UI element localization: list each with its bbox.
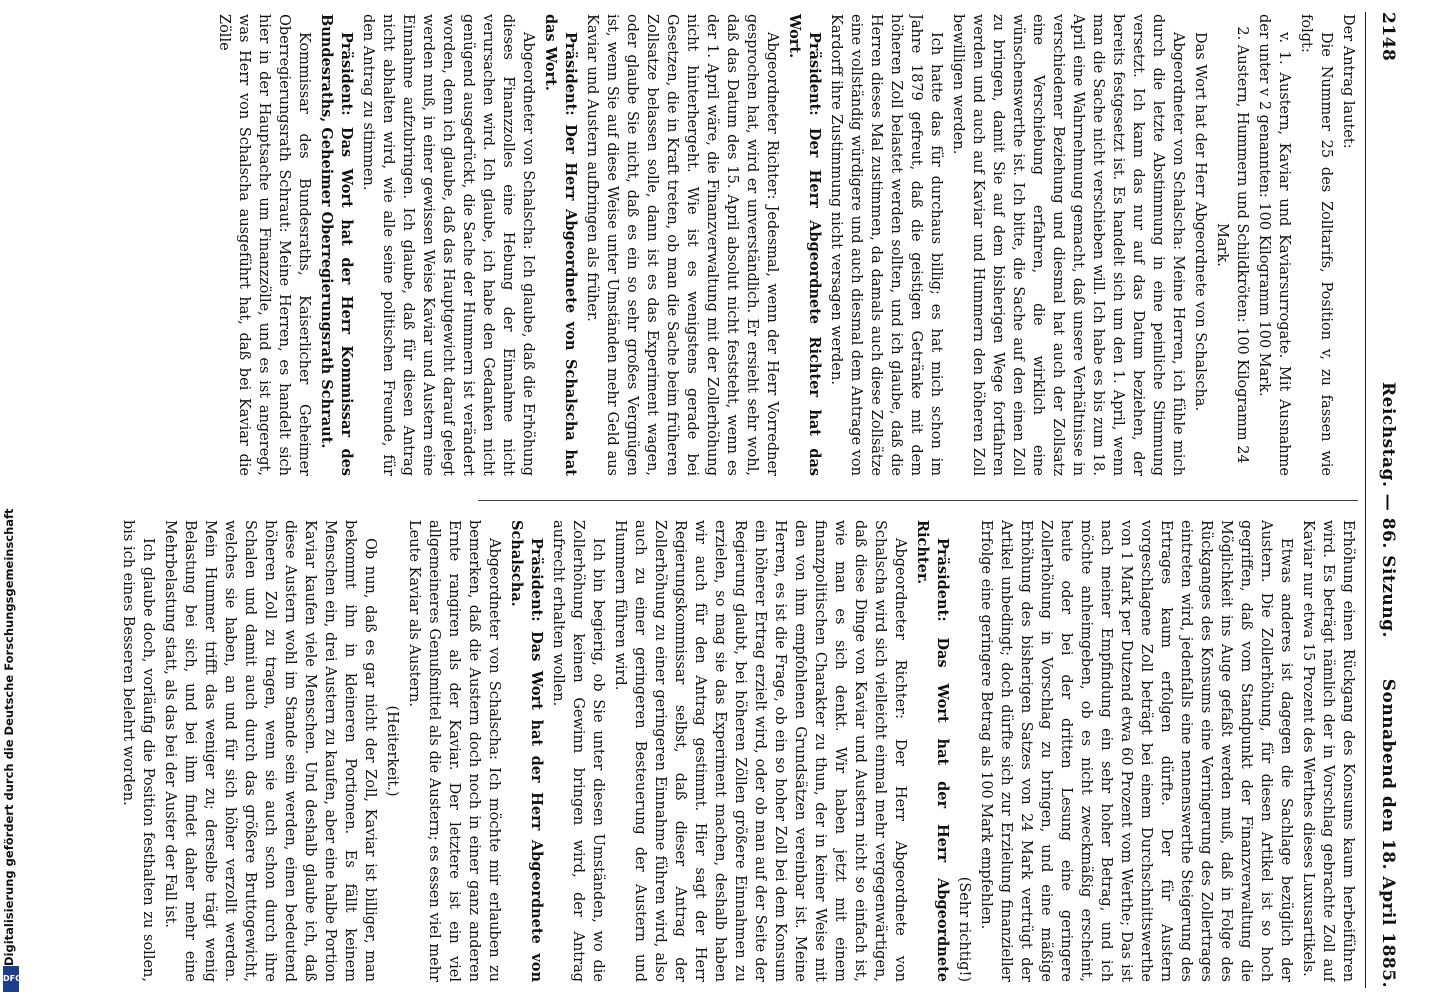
- paragraph: Der Antrag lautet:: [1340, 14, 1356, 149]
- president-line: Präsident: Das Wort hat der Herr Abgeordnete Richter.: [914, 520, 951, 982]
- speech-paragraph: Ich hatte das für durchaus billig; es hat mich schon im Jahre 1879 gefreut, daß die geistigen Getränke mit dem höheren Zoll belastet werden sollten, und ich glaube, daß die Herren dieses Mal zustimmen, da damals auch diese Zollsätze eine vollständig würdigere und auch diesmal dem Antrage von Kardorff ihre Zustimmung nicht versagen werden.: [828, 14, 944, 476]
- speech-paragraph: Ob nun, daß es gar nicht der Zoll, Kaviar ist billiger, man bekommt ihn in kleineren Portionen. Es fällt keinem Menschen ein, drei Austern zu kaufen, aber eine halbe Portion Kaviar kaufen viele Menschen. Und deshalb glaube ich, daß diese Austern wohl im Stande sein werden, einen bedeutend höheren Zoll zu tragen, wenn sie auch schon durch ihre Schalen und damit auch durch das größere Bruttogewicht, welches sie haben, an und für sich höher verzollt werden. Mein Hummer trifft das weniger zu; derselbe trägt wenig Belastung bei sich, und bei ihm findet daher mehr eine Mehrbelastung statt, als das bei der Auster der Fall ist.: [162, 520, 378, 982]
- rotated-page: [16, 0, 1416, 1000]
- speech-paragraph: Ich glaube doch, vorläufig die Position festhalten zu sollen, bis ich eines Besseren belehrt worden.: [120, 520, 156, 982]
- dfg-logo-icon: DFG: [3, 966, 19, 992]
- left-column: [38, 14, 1358, 476]
- page-header: [1364, 12, 1404, 988]
- header-rule: [1365, 12, 1366, 988]
- session-date: Sonnabend den 18. April 1885.: [1378, 678, 1398, 988]
- paragraph: Etwas anderes ist dagegen die Sachlage bezüglich der Austern. Die Zollerhöhung, für diesen Artikel ist so hoch gegriffen, daß vom Standpunkt der Finanzverwaltung die Möglichkeit ins Auge gefaßt werden muß, daß in Folge des Rückganges des Konsums eine Verringerung des Zollertrages eintreten wird, jedenfalls eine nennenswerthe Steigerung des Ertrages kaum erfolgen dürfte. Der für Austern vorgeschlagene Zoll beträgt bei einem Durchschnittswerthe von 1 Mark per Dutzend etwa 60 Prozent vom Werthe; Das ist nach meiner Empfindung ein sehr hoher Betrag, und ich möchte anheimgeben, ob es nicht zweckmäßig erscheint, heute oder bei der dritten Lesung eine geringere Zollerhöhung in Vorschlag zu bringen, und eine mäßige Erhöhung des bisherigen Satzes von 24 Mark vertrügt der Artikel unbedingt; doch dürfte sich zur Erzielung finanzieller Erfolge eine geringere Betrag als 100 Mark empfehlen.: [978, 520, 1294, 982]
- speech-paragraph: Abgeordneter von Schalscha: Ich glaube, daß die Erhöhung dieses Finanzzolles eine Hebung der Einnahme nicht verursachen wird. Ich glaube, ich habe den Gedanken nicht genügend ausgedrückt, die Sache der Hummern ist verändert worden, denn ich glaube, daß das Hauptgewicht darauf gelegt werden muß, in einer gewissen Weise Kaviar und Austern eine Einnahme aufzubringen. Ich glaube, daß für diesen Antrag nicht abhalten wird, wie alle seine politischen Freunde, für den Antrag zu stimmen.: [360, 14, 536, 476]
- interjection: (Heiterkeit.): [384, 705, 400, 797]
- speech-paragraph: Abgeordneter von Schalscha: Meine Herren, ich fühle mich durch die letzte Abstimmung in eine peinliche Stimmung versetzt. Ich kann das nur auf das Datum beziehen, der bereits festgesetzt ist. Es handelt sich um den 1. April, wenn man die Sache nicht verschieben will. Ich habe es bis zum 18. April eine Wahrnehmung gemacht, daß unsere Verhältnisse in verschiedener Beziehung und diesmal hat auch der Zollsatz eine Verschiebung erfahren, die wirklich eine wünschenswerthe ist. Ich bitte, die Sache auf den einen Zoll zu bringen, damit Sie auf dem bisherigen Wege fortfahren werden und auch auf Kaviar und Hummern den höheren Zoll bewilligen werden.: [950, 14, 1186, 476]
- speech-paragraph: Kommissar des Bundesraths, Kaiserlicher Geheimer Oberregierungsrath Schraut: Meine Herren, es handelt sich hier in der Hauptsache um Finanzzölle, und es ist angeregt, was Herr von Schalscha ausgeführt hat, daß bei Kaviar die Zölle: [216, 14, 312, 476]
- paragraph: Das Wort hat der Herr Abgeordnete von Schalscha.: [1192, 32, 1208, 412]
- president-line: Präsident: Der Herr Abgeordnete Richter hat das Wort.: [786, 14, 823, 476]
- paragraph: Erhöhung einen Rückgang des Konsums kaum herbeiführen wird. Es beträgt nämlich der in Vorschlag gebrachte Zoll auf Kaviar nur etwa 15 Prozent des Werthes dieses Luxusartikels.: [1300, 520, 1356, 982]
- digitization-note: [2, 508, 24, 996]
- president-line: Präsident: Das Wort hat der Herr Kommissar des Bundesraths, Geheimer Oberregierungsrath Schraut.: [318, 14, 355, 476]
- page-number: 2148: [1378, 12, 1398, 62]
- speech-paragraph: Abgeordneter Richter: Der Herr Abgeordnete von Schalscha wird sich vielleicht einmal mehr vergegenwärtigen, daß diese Dinge von Kaviar und Austern nicht so einfach ist, wie man es sich denkt. Wir haben jetzt mit einem finanzpolitischen Charakter zu thun, der in keiner Weise mit den von ihm empfohlenen Grundsätzen vereinbar ist. Meine Herren, es ist die Frage, ob ein so hoher Zoll bei dem Konsum ein höherer Ertrag erzielt wird, oder ob man auf der Seite der Regierung glaubt, bei höheren Zöllen größere Einnahmen zu erzielen, so mag sie das Experiment machen, deshalb haben wir auch für den Antrag gestimmt. Hier sagt der Herr Regierungskommissar selbst, daß dieser Antrag der Zollerhöhung zu einer geringeren Einnahme führen wird, also auch zu einer geringeren Besteuerung der Austern und Hummern führen wird.: [612, 520, 908, 982]
- paragraph: v. 1. Austern, Kaviar und Kaviarsurrogate. Mit Ausnahme der unter v 2 genannten: 100 Kilogramm 100 Mark.: [1256, 14, 1292, 476]
- paragraph: 2. Austern, Hummern und Schildkröten: 100 Kilogramm 24 Mark.: [1214, 26, 1250, 464]
- digitization-note-text: Digitalisierung gefördert durch die Deutsche Forschungsgemeinschaft: [2, 508, 16, 966]
- column-divider: [478, 500, 1358, 501]
- speech-paragraph: Abgeordneter von Schalscha: Ich möchte mir erlauben zu bemerken, daß die Austern doch noch in einer ganz anderen Ernte rangiren als der Kaviar. Der letztere ist ein viel allgemeineres Genußmittel als die Austern; es essen viel mehr Leute Kaviar als Austern.: [406, 520, 502, 982]
- paragraph: Die Nummer 25 des Zolltarifs, Position v, zu fassen wie folgt:: [1298, 14, 1334, 476]
- president-line: Präsident: Das Wort hat der Herr Abgeordnete von Schalscha.: [508, 520, 545, 982]
- speech-paragraph: Abgeordneter Richter: Jedesmal, wenn der Herr Vorredner gesprochen hat, wird er unverständlich. Er ersieht sehr wohl, daß das Datum des 15. April absolut nicht feststeht, wenn es der 1. April wäre, die Finanzverwaltung mit der Zollerhöhung nicht hinterhergeht. Wie ist es wenigstens gerade bei Gesetzen, die in Kraft treten, ob man die Sache beim früheren Zollsatze belassen solle, dann ist es das Experiment wagen, oder glaube Sie nicht, daß es ein so sehr großes Vergnügen ist, wenn Sie auf diese Weise unter Umständen mehr Geld aus Kaviar und Austern aufbringen als früher.: [584, 14, 780, 476]
- running-title: Reichstag. — 86. Sitzung.: [1378, 382, 1398, 638]
- speech-paragraph: Ich bin begierig, ob Sie unter diesen Umständen, wo die Zollerhöhung keinen Gewinn bringen wird, der Antrag aufrecht erhalten wollen.: [550, 520, 606, 982]
- right-column: [38, 520, 1358, 982]
- president-line: Präsident: Der Herr Abgeordnete von Schalscha hat das Wort.: [542, 14, 579, 476]
- interjection: (Sehr richtig!): [956, 876, 972, 982]
